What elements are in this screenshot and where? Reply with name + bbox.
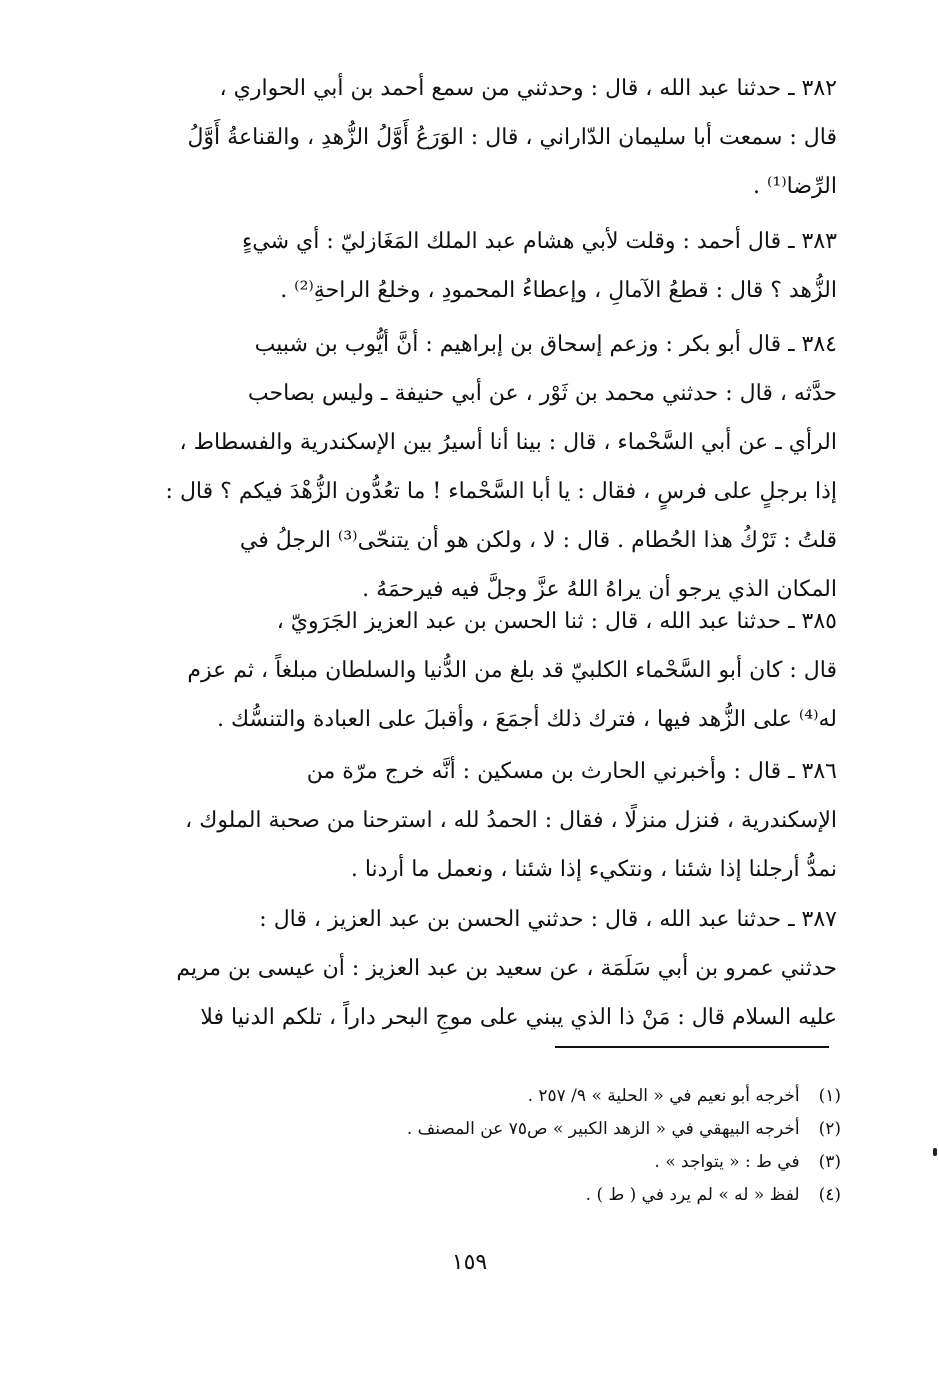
text-line: ٣٨٣ ـ قال أحمد : وقلت لأبي هشام عبد الملك المَغَازليّ : أي شيءٍ (241, 229, 837, 254)
footnote-text: أخرجه أبو نعيم في « الحلية » ٩/ ٢٥٧ . (527, 1086, 800, 1106)
text-line: حدَّثه ، قال : حدثني محمد بن ثَوْر ، عن أبي حنيفة ـ وليس بصاحب (247, 381, 837, 406)
text-line: نمدُّ أرجلنا إذا شئنا ، ونتكيء إذا شئنا ، ونعمل ما أردنا . (350, 857, 837, 882)
footnote-text: في ط : « يتواجد » . (654, 1152, 800, 1172)
footnote-3 (241, 1146, 841, 1179)
footnote-4 (241, 1179, 841, 1212)
footnote-number: (٢) (818, 1119, 841, 1139)
text-line: ٣٨٤ ـ قال أبو بكر : وزعم إسحاق بن إبراهيم : أنَّ أيُّوب بن شبيب (254, 332, 837, 357)
text-line: ٣٨٥ ـ حدثنا عبد الله ، قال : ثنا الحسن بن عبد العزيز الجَرَويّ ، (276, 609, 837, 634)
text-line: ٣٨٢ ـ حدثنا عبد الله ، قال : وحدثني من سمع أحمد بن أبي الحواري ، (219, 76, 837, 101)
footnote-text: لفظ « له » لم يرد في ( ط ) . (585, 1185, 800, 1205)
text-line: الرأي ـ عن أبي السَّحْماء ، قال : بينا أنا أسيرُ بين الإسكندرية والفسطاط ، (179, 430, 837, 455)
footnotes (241, 1080, 841, 1212)
paragraph-382 (133, 64, 837, 211)
text-line: قلتُ : تَرْكُ هذا الحُطام . قال : لا ، ولكن هو أن يتنحّى⁽³⁾ الرجلُ في (239, 528, 837, 553)
text-line: الرِّضا⁽¹⁾ . (753, 174, 837, 199)
footnote-divider (555, 1046, 829, 1048)
text-line: حدثني عمرو بن أبي سَلَمَة ، عن سعيد بن عبد العزيز : أن عيسى بن مريم (176, 956, 837, 981)
text-line: قال : كان أبو السَّحْماء الكلبيّ قد بلغ من الدُّنيا والسلطان مبلغاً ، ثم عزم (187, 658, 837, 683)
page-number: ١٥٩ (451, 1250, 488, 1275)
paragraph-383 (133, 217, 837, 315)
paragraph-386 (133, 747, 837, 894)
paragraph-384 (133, 320, 837, 614)
text-line: الزُّهد ؟ قال : قطعُ الآمالِ ، وإعطاءُ المحمودِ ، وخلعُ الراحةِ⁽²⁾ . (280, 278, 837, 303)
footnote-number: (٣) (818, 1152, 841, 1172)
text-line: الإسكندرية ، فنزل منزلًا ، فقال : الحمدُ لله ، استرحنا من صحبة الملوك ، (185, 808, 837, 833)
text-line: المكان الذي يرجو أن يراهُ اللهُ عزَّ وجلَّ فيه فيرحمَهُ . (362, 577, 837, 602)
text-line: إذا برجلٍ على فرسٍ ، فقال : يا أبا السَّحْماء ! ما تعُدُّون الزُّهْدَ فيكم ؟ قال : (165, 479, 837, 504)
text-line: قال : سمعت أبا سليمان الدّاراني ، قال : الوَرَعُ أَوَّلُ الزُّهدِ ، والقناعةُ أَوَّلُ (187, 125, 837, 150)
footnote-text: أخرجه البيهقي في « الزهد الكبير » ص٧٥ عن المصنف . (406, 1119, 800, 1139)
text-line: ٣٨٦ ـ قال : وأخبرني الحارث بن مسكين : أنَّه خرج مرّة من (306, 759, 837, 784)
footnote-number: (٤) (818, 1185, 841, 1205)
footnote-number: (١) (818, 1086, 841, 1106)
text-line: ٣٨٧ ـ حدثنا عبد الله ، قال : حدثني الحسن بن عبد العزيز ، قال : (259, 907, 837, 932)
footnote-2 (241, 1113, 841, 1146)
paragraph-387 (133, 895, 837, 1042)
paragraph-385 (133, 597, 837, 744)
footnote-1 (241, 1080, 841, 1113)
text-line: له⁽⁴⁾ على الزُّهد فيها ، فترك ذلك أجمَعَ ، وأقبلَ على العبادة والتنسُّك . (217, 707, 837, 732)
text-line: عليه السلام قال : مَنْ ذا الذي يبني على موجِ البحر داراً ، تلكم الدنيا فلا (200, 1005, 837, 1030)
scan-speck (933, 1148, 937, 1156)
